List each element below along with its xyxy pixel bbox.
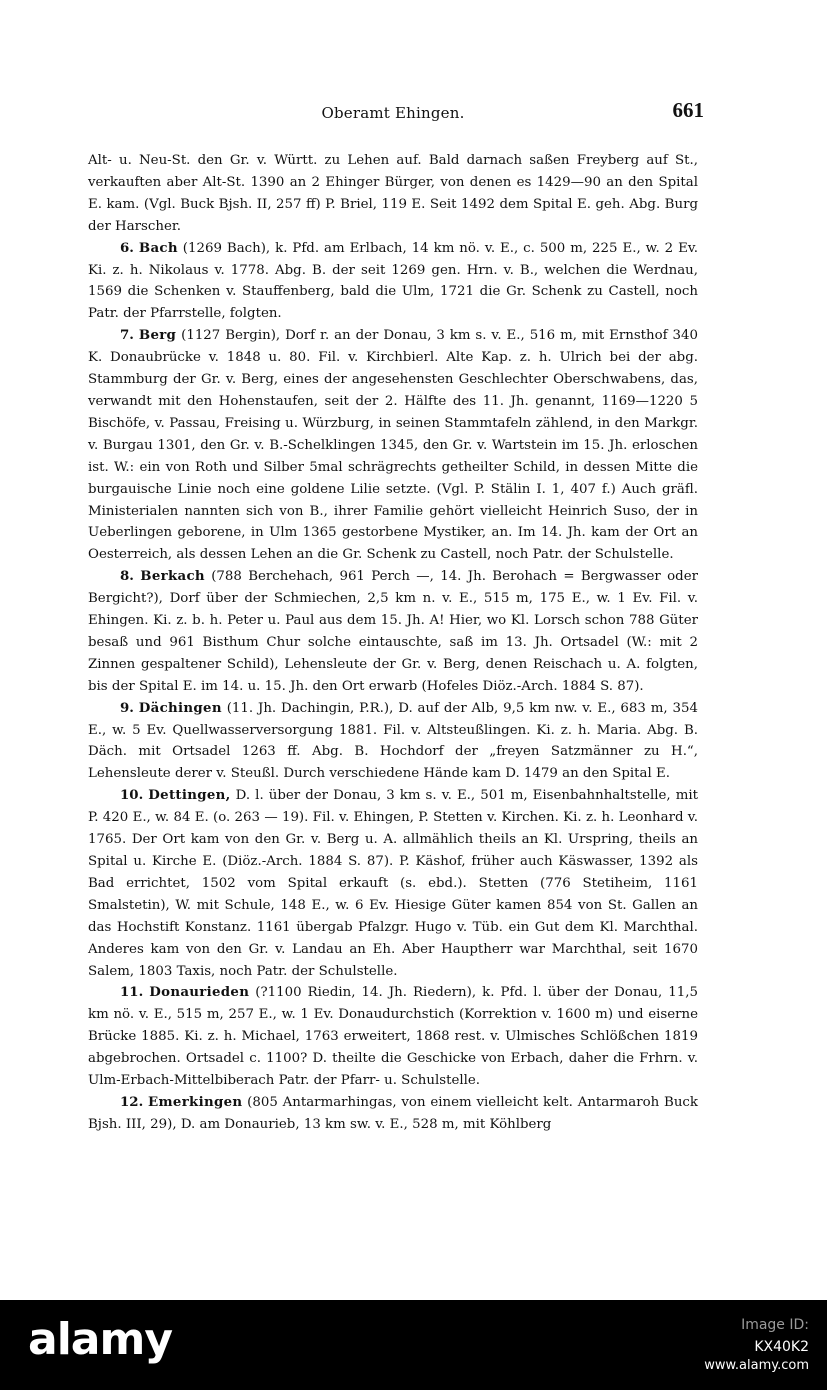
entry-number: 10. — [120, 787, 144, 804]
entry-text: (1127 Bergin), Dorf r. an der Donau, 3 km s. v. E., 516 m, mit Ernsthof 340 K. Donaubrücke v. 1848 u. 80. Fil. v. Kirchbierl. Alte Kap. z. h. Ulrich bei der abg. Stammburg der Gr. v. Berg, eines der angesehensten Geschlechter Oberschwabens, das, verwandt mit den Hohenstaufen, seit der 2. Hälfte des 11. Jh. genannt, 1169—1220 5 Bischöfe, v. Passau, Freising u. Würzburg, in seinen Stammtafeln zählend, in den Markgr. v. Burgau 1301, den Gr. v. B.-Schelklingen 1345, den Gr. v. Wartstein im 15. Jh. erloschen ist. W.: ein von Roth und Silber 5mal schrägrechts getheilter Schild, in dessen Mitte die burgauische Linie noch eine goldene Lilie setzte. (Vgl. P. Stälin I. 1, 407 f.) Auch gräfl. Ministerialen nannten sich von B., ihrer Familie gehört vielleicht Heinrich Suso, der in Ueberlingen geborene, in Ulm 1365 gestorbene Mystiker, an. Im 14. Jh. kam der Ort an Oesterreich, als dessen Lehen an die Gr. Schenk zu Castell, noch Patr. der Schulstelle. — [88, 328, 698, 563]
entry-text: (11. Jh. Dachingin, P.R.), D. auf der Alb, 9,5 km nw. v. E., 683 m, 354 E., w. 5 Ev. Quellwasserversorgung 1881. Fil. v. Altsteußlingen. Ki. z. h. Maria. Abg. B. Däch. mit Ortsadel 1263 ff. Abg. B. Hochdorf der „freyen Satzmänner zu H.“, Lehensleute derer v. Steußl. Durch verschiedene Hände kam D. 1479 an den Spital E. — [88, 700, 698, 782]
alamy-url: www.alamy.com — [704, 1358, 809, 1373]
entry-number: 8. — [120, 568, 134, 585]
entry-name: Dächingen — [138, 699, 222, 716]
entry-name: Emerkingen — [148, 1093, 243, 1110]
entry-number: 12. — [120, 1093, 144, 1110]
entry-text: (788 Berchehach, 961 Perch —, 14. Jh. Berohach = Bergwasser oder Bergicht?), Dorf über der Schmiechen, 2,5 km n. v. E., 515 m, 175 E., w. 1 Ev. Fil. v. Ehingen. Ki. z. b. h. Peter u. Paul aus dem 15. Jh. A! Hier, wo Kl. Lorsch schon 788 Güter besaß und 961 Bisthum Chur solche eintauschte, saß im 13. Jh. Ortsadel (W.: mit 2 Zinnen gespaltener Schild), Lehensleute der Gr. v. Berg, denen Reischach u. A. folgten, bis der Spital E. im 14. u. 15. Jh. den Ort erwarb (Hofeles Diöz.-Arch. 1884 S. 87). — [88, 569, 698, 694]
entry-text: (805 Antarmarhingas, von einem vielleicht kelt. Antarmaroh Buck Bjsh. III, 29), D. am Donaurieb, 13 km sw. v. E., 528 m, mit Köhlberg — [88, 1094, 698, 1132]
image-id-value: KX40K2 — [754, 1339, 809, 1355]
entry-daechingen — [88, 698, 698, 786]
entry-donaurieden — [88, 982, 698, 1092]
paragraph-text: Alt- u. Neu-St. den Gr. v. Württ. zu Lehen auf. Bald darnach saßen Freyberg auf St., verkauften aber Alt-St. 1390 an 2 Ehinger Bürger, von denen es 1429—90 an den Spital E. kam. (Vgl. Buck Bjsh. II, 257 ff) P. Briel, 119 E. Seit 1492 dem Spital E. geh. Abg. Burg der Harscher. — [88, 153, 698, 234]
stock-watermark-bar — [0, 1300, 827, 1390]
entry-name: Donaurieden — [149, 984, 250, 1001]
entry-number: 6. — [120, 239, 134, 256]
entry-text: D. l. über der Donau, 3 km s. v. E., 501 m, Eisenbahnhaltstelle, mit P. 420 E., w. 84 E. (o. 263 — 19). Fil. v. Ehingen, P. Stetten v. Kirchen. Ki. z. h. Leonhard v. 1765. Der Ort kam von den Gr. v. Berg u. A. allmählich theils an Kl. Urspring, theils an Spital u. Kirche E. (Diöz.-Arch. 1884 S. 87). P. Käshof, früher auch Käswasser, 1392 als Bad errichtet, 1502 vom Spital erkauft (s. ebd.). Stetten (776 Stetiheim, 1161 Smalstetin), W. mit Schule, 148 E., w. 6 Ev. Hiesige Güter kamen 854 von St. Gallen an das Hochstift Konstanz. 1161 übergab Pfalzgr. Hugo v. Tüb. ein Gut dem Kl. Marchthal. Anderes kam von den Gr. v. Landau an Eh. Aber Hauptherr war Marchthal, seit 1670 Salem, 1803 Taxis, noch Patr. der Schulstelle. — [88, 788, 699, 979]
entry-text: (?1100 Riedin, 14. Jh. Riedern), k. Pfd. l. über der Donau, 11,5 km nö. v. E., 515 m, 257 E., w. 1 Ev. Donaudurchstich (Korrektion v. 1600 m) und eiserne Brücke 1885. Ki. z. h. Michael, 1763 erweitert, 1868 rest. v. Ulmisches Schlößchen 1819 abgebrochen. Ortsadel c. 1100? D. theilte die Geschicke von Erbach, daher die Frhrn. v. Ulm-Erbach-Mittelbiberach Patr. der Pfarr- u. Schulstelle. — [88, 985, 698, 1089]
entry-berkach — [88, 566, 698, 697]
entry-text: (1269 Bach), k. Pfd. am Erlbach, 14 km nö. v. E., c. 500 m, 225 E., w. 2 Ev. Ki. z. h. Nikolaus v. 1778. Abg. B. der seit 1269 gen. Hrn. v. B., welchen die Werdnau, 1569 die Schenken v. Stauffenberg, bald die Ulm, 1721 die Gr. Schenk zu Castell, noch Patr. der Pfarrstelle, folgten. — [88, 240, 699, 322]
entry-name: Berkach — [140, 568, 205, 585]
entry-name: Dettingen, — [148, 787, 231, 804]
image-id — [741, 1314, 809, 1358]
page-header — [88, 98, 704, 132]
entry-dettingen — [88, 785, 698, 982]
entry-number: 7. — [120, 327, 134, 344]
entry-number: 9. — [120, 699, 134, 716]
entry-bach — [88, 238, 698, 326]
continuation-paragraph — [88, 150, 698, 238]
page-number: 661 — [672, 98, 704, 122]
entry-name: Berg — [138, 327, 177, 344]
entry-name: Bach — [138, 239, 178, 256]
entry-berg — [88, 325, 698, 566]
entry-emerkingen — [88, 1092, 698, 1136]
alamy-logo: alamy — [28, 1314, 172, 1365]
image-id-label: Image ID: — [741, 1317, 809, 1333]
running-title: Oberamt Ehingen. — [321, 104, 465, 122]
body-text — [88, 150, 698, 1136]
entry-number: 11. — [120, 984, 144, 1001]
